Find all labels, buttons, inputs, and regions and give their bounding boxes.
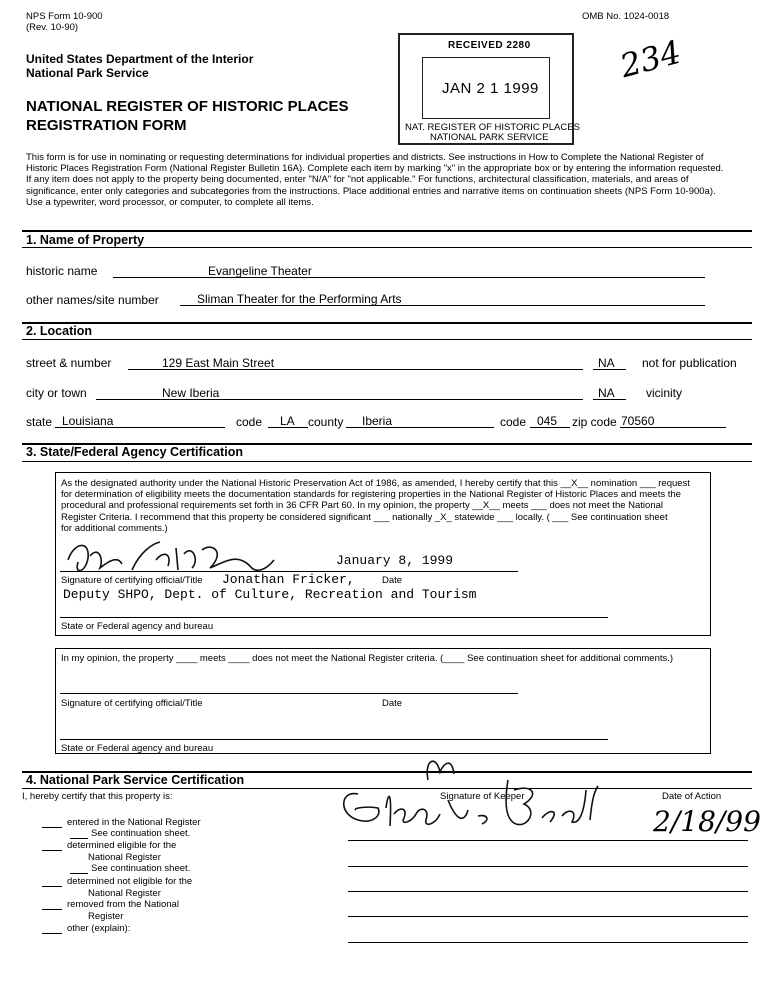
state-value[interactable]: Louisiana xyxy=(62,414,114,428)
nps-certify-intro: I, hereby certify that this property is: xyxy=(22,791,173,802)
section-rule xyxy=(22,339,752,340)
status-option-cont: Register xyxy=(88,911,124,922)
stamp-date: JAN 2 1 1999 xyxy=(442,80,539,97)
status-option: determined not eligible for the xyxy=(67,876,193,887)
status-option: determined eligible for the xyxy=(67,840,177,851)
status-checkbox-line[interactable] xyxy=(42,909,62,910)
date-label-2: Date xyxy=(382,698,403,709)
handwritten-number: 234 xyxy=(616,32,685,86)
stamp-line1: NAT. REGISTER OF HISTORIC PLACES xyxy=(405,122,580,133)
certification-line: for additional comments.) xyxy=(61,522,168,534)
status-checkbox-line[interactable] xyxy=(42,827,62,828)
status-checkbox-line[interactable] xyxy=(42,850,62,851)
historic-name-label: historic name xyxy=(26,264,98,278)
section4-heading: 4. National Park Service Certification xyxy=(26,773,245,787)
agency-underline xyxy=(60,617,608,618)
county-value[interactable]: Iberia xyxy=(362,414,393,428)
state-code-value[interactable]: LA xyxy=(280,414,295,428)
signature-underline-2 xyxy=(60,693,518,694)
agency-underline-2 xyxy=(60,739,608,740)
keeper-line-4 xyxy=(348,916,748,917)
section1-heading: 1. Name of Property xyxy=(26,233,145,247)
city-label: city or town xyxy=(26,386,87,400)
status-option: other (explain): xyxy=(67,923,131,934)
instruction-line: Use a typewriter, word processor, or computer, to complete all items. xyxy=(26,196,314,208)
section-rule xyxy=(22,230,752,232)
stamp-line2: NATIONAL PARK SERVICE xyxy=(430,132,549,143)
status-sub-option: See continuation sheet. xyxy=(91,828,191,839)
stamp-received: RECEIVED 2280 xyxy=(448,40,531,51)
form-title-line2: REGISTRATION FORM xyxy=(26,117,187,134)
keeper-line-3 xyxy=(348,891,748,892)
section3-heading: 3. State/Federal Agency Certification xyxy=(26,445,243,459)
certification-date[interactable]: January 8, 1999 xyxy=(336,553,454,568)
department-name: United States Department of the Interior xyxy=(26,52,254,66)
date-label: Date xyxy=(382,575,403,586)
instruction-line: If any item does not apply to the property being documented, enter "N/A" for "not applicable." For functions, architectural classification, materials, and areas of xyxy=(26,174,689,186)
certification-text xyxy=(61,478,690,534)
keeper-line-5 xyxy=(348,942,748,943)
opinion-line: In my opinion, the property ____ meets ____ does not meet the National Register criteria. (____ See continuation sheet for additional comments.) xyxy=(61,653,674,664)
section2-heading: 2. Location xyxy=(26,324,92,338)
section-rule xyxy=(22,247,752,248)
zip-label: zip code xyxy=(572,415,617,429)
signer-name[interactable]: Jonathan Fricker, xyxy=(222,572,355,587)
action-date[interactable]: 2/18/99 xyxy=(653,805,761,838)
instruction-line: This form is for use in nominating or requesting determinations for individual properties and districts. See instructions in How to Complete the National Register of xyxy=(26,152,704,163)
keeper-line-2 xyxy=(348,866,748,867)
historic-name-value[interactable]: Evangeline Theater xyxy=(208,264,312,278)
certification-line: procedural and professional requirements set forth in 36 CFR Part 60. In my opinion, the property __X__ meets ___ does not meet the National xyxy=(61,500,664,512)
service-name: National Park Service xyxy=(26,66,149,80)
form-revision: (Rev. 10-90) xyxy=(26,22,79,33)
signature-label-2: Signature of certifying official/Title xyxy=(61,698,203,709)
agency-label-2: State or Federal agency and bureau xyxy=(61,743,214,754)
status-sub-option: See continuation sheet. xyxy=(91,863,191,874)
street-value[interactable]: 129 East Main Street xyxy=(162,356,275,370)
signature-label: Signature of certifying official/Title xyxy=(61,575,203,586)
street-label: street & number xyxy=(26,356,112,370)
status-option: entered in the National Register xyxy=(67,817,201,828)
historic-name-underline xyxy=(113,277,705,278)
certification-line: for determination of eligibility meets the documentation standards for registering properties in the National Register of Historic Places and meets the xyxy=(61,489,681,501)
section-rule xyxy=(22,322,752,324)
date-of-action-label: Date of Action xyxy=(662,791,722,802)
status-option: removed from the National xyxy=(67,899,179,910)
city-value[interactable]: New Iberia xyxy=(162,386,220,400)
omb-number: OMB No. 1024-0018 xyxy=(582,11,670,22)
county-code-label: code xyxy=(500,415,527,429)
section-rule xyxy=(22,461,752,462)
keeper-signature xyxy=(328,750,628,840)
keeper-line-1 xyxy=(348,840,748,841)
instruction-line: significance, enter only categories and subcategories from the instructions. Place additional entries and narrative items on continuation sheets (NPS Form 10-900a). xyxy=(26,185,716,197)
county-label: county xyxy=(308,415,344,429)
not-for-publication-label: not for publication xyxy=(642,356,737,370)
other-names-value[interactable]: Sliman Theater for the Performing Arts xyxy=(197,292,402,306)
zip-value[interactable]: 70560 xyxy=(621,414,655,428)
street-na[interactable]: NA xyxy=(598,356,615,370)
certification-line: As the designated authority under the National Historic Preservation Act of 1986, as amended, I hereby certify that this __X__ nomination ___ request xyxy=(61,478,690,489)
certification-line: Register Criteria. I recommend that this property be considered significant ___ nationally _X_ statewide ___ locally. ( ___ See continuation sheet xyxy=(61,511,668,523)
keeper-signature-label: Signature of Keeper xyxy=(440,791,525,802)
status-checkbox-line[interactable] xyxy=(42,933,62,934)
city-na[interactable]: NA xyxy=(598,386,615,400)
form-title-line1: NATIONAL REGISTER OF HISTORIC PLACES xyxy=(26,98,349,115)
status-option-cont: National Register xyxy=(88,852,161,863)
signer-title[interactable]: Deputy SHPO, Dept. of Culture, Recreation and Tourism xyxy=(63,587,477,602)
state-code-label: code xyxy=(236,415,263,429)
state-label: state xyxy=(26,415,53,429)
status-option-cont: National Register xyxy=(88,888,161,899)
county-code-value[interactable]: 045 xyxy=(537,414,558,428)
instruction-line: Historic Places Registration Form (National Register Bulletin 16A). Complete each item by marking "x" in the appropriate box or by entering the information requested. xyxy=(26,163,724,175)
agency-label: State or Federal agency and bureau xyxy=(61,621,214,632)
continuation-checkbox-line[interactable] xyxy=(70,838,88,839)
instructions xyxy=(26,152,756,208)
vicinity-label: vicinity xyxy=(646,386,683,400)
other-names-label: other names/site number xyxy=(26,293,159,307)
form-number: NPS Form 10-900 xyxy=(26,11,103,22)
continuation-checkbox-line[interactable] xyxy=(70,873,88,874)
status-checkbox-line[interactable] xyxy=(42,886,62,887)
